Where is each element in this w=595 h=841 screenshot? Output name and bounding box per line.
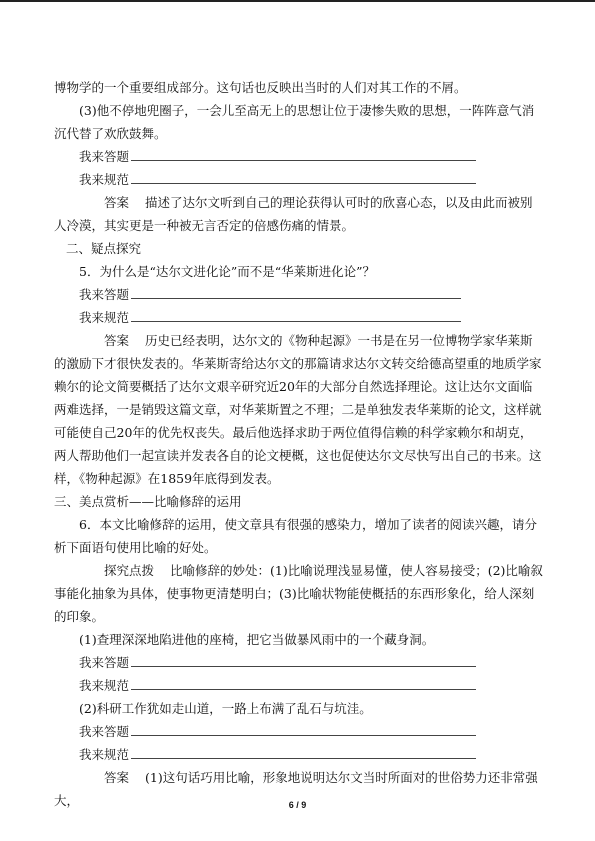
answer-blank[interactable] xyxy=(131,169,476,184)
page-number: 6 / 9 xyxy=(288,800,307,810)
answer-blank[interactable] xyxy=(131,652,476,667)
answer-blank[interactable] xyxy=(131,721,476,736)
answer-label: 答案 xyxy=(104,333,130,348)
answer-std-label: 我来规范 xyxy=(79,678,130,693)
hint-text: 比喻修辞的妙处：(1)比喻说理浅显易懂，使人容易接受；(2)比喻叙事能化抽象为具体，使事物更清楚明白；(3)比喻状物能使概括的东西形象化，给人深刻的印象。 xyxy=(54,563,543,624)
answer-std-row xyxy=(54,306,544,329)
answer-try-label: 我来答题 xyxy=(79,149,130,164)
answer-blank[interactable] xyxy=(131,146,476,161)
document-page xyxy=(54,76,544,812)
answer-try-row xyxy=(54,651,544,674)
text-line: 沉代替了欢欣鼓舞。 xyxy=(54,126,167,141)
question-text: 5．为什么是“达尔文进化论”而不是“华莱斯进化论”？ xyxy=(79,264,376,279)
answer-blank[interactable] xyxy=(131,675,476,690)
answer-try-row xyxy=(54,720,544,743)
hint-label: 探究点拨 xyxy=(104,563,155,578)
answer-std-row xyxy=(54,743,544,766)
answer-label: 答案 xyxy=(104,770,130,785)
answer-try-row xyxy=(54,283,544,306)
answer-blank[interactable] xyxy=(131,744,476,759)
answer-text: 描述了达尔文听到自己的理论获得认可时的欣喜心态，以及由此而被别人冷漠，其实更是一种被无言否定的倍感伤痛的情景。 xyxy=(54,195,533,233)
answer-std-row xyxy=(54,674,544,697)
answer-std-label: 我来规范 xyxy=(79,747,130,762)
answer-label: 答案 xyxy=(104,195,130,210)
answer-paragraph xyxy=(54,329,544,490)
section-heading: 二、疑点探究 xyxy=(66,241,142,256)
text-line: (3)他不停地兜圈子，一会儿至高无上的思想让位于凄惨失败的思想，一阵阵意气消 xyxy=(79,103,535,118)
hint-paragraph xyxy=(54,559,544,628)
answer-try-row xyxy=(54,145,544,168)
answer-try-label: 我来答题 xyxy=(79,655,130,670)
sentence-item: (1)查理深深地陷进他的座椅，把它当做暴风雨中的一个藏身洞。 xyxy=(79,632,435,647)
answer-blank[interactable] xyxy=(131,284,461,299)
answer-try-label: 我来答题 xyxy=(79,287,130,302)
answer-text: (1)这句话巧用比喻，形象地说明达尔文当时所面对的世俗势力还非常强大， xyxy=(54,770,538,808)
answer-text: 历史已经表明，达尔文的《物种起源》一书是在另一位博物学家华莱斯的激励下才很快发表的。华莱斯寄给达尔文的那篇请求达尔文转交给德高望重的地质学家赖尔的论文简要概括了达尔文艰辛研究近20年的大部分自然选择理论。这让达尔文面临两难选择，一是销毁这篇文章，对华莱斯置之不理；二是单独发表华莱斯的论文，这样就可能使自己20年的优先权丧失。最后他选择求助于两位值得信赖的科学家赖尔和胡克，两人帮助他们一起宣读并发表各自的论文梗概，这也促使达尔文尽快写出自己的书来。这样，《物种起源》在1859年底得到发表。 xyxy=(54,333,542,486)
answer-try-label: 我来答题 xyxy=(79,724,130,739)
answer-paragraph xyxy=(54,191,544,237)
answer-blank[interactable] xyxy=(131,307,461,322)
sentence-item: (2)科研工作犹如走山道，一路上布满了乱石与坑洼。 xyxy=(79,701,372,716)
text-line: 博物学的一个重要组成部分。这句话也反映出当时的人们对其工作的不屑。 xyxy=(54,80,467,95)
section-heading: 三、美点赏析——比喻修辞的运用 xyxy=(54,494,242,509)
answer-std-label: 我来规范 xyxy=(79,172,130,187)
top-rule xyxy=(0,0,595,2)
question-text: 6．本文比喻修辞的运用，使文章具有很强的感染力，增加了读者的阅读兴趣，请分析下面语句使用比喻的好处。 xyxy=(54,517,537,555)
answer-std-row xyxy=(54,168,544,191)
answer-std-label: 我来规范 xyxy=(79,310,130,325)
